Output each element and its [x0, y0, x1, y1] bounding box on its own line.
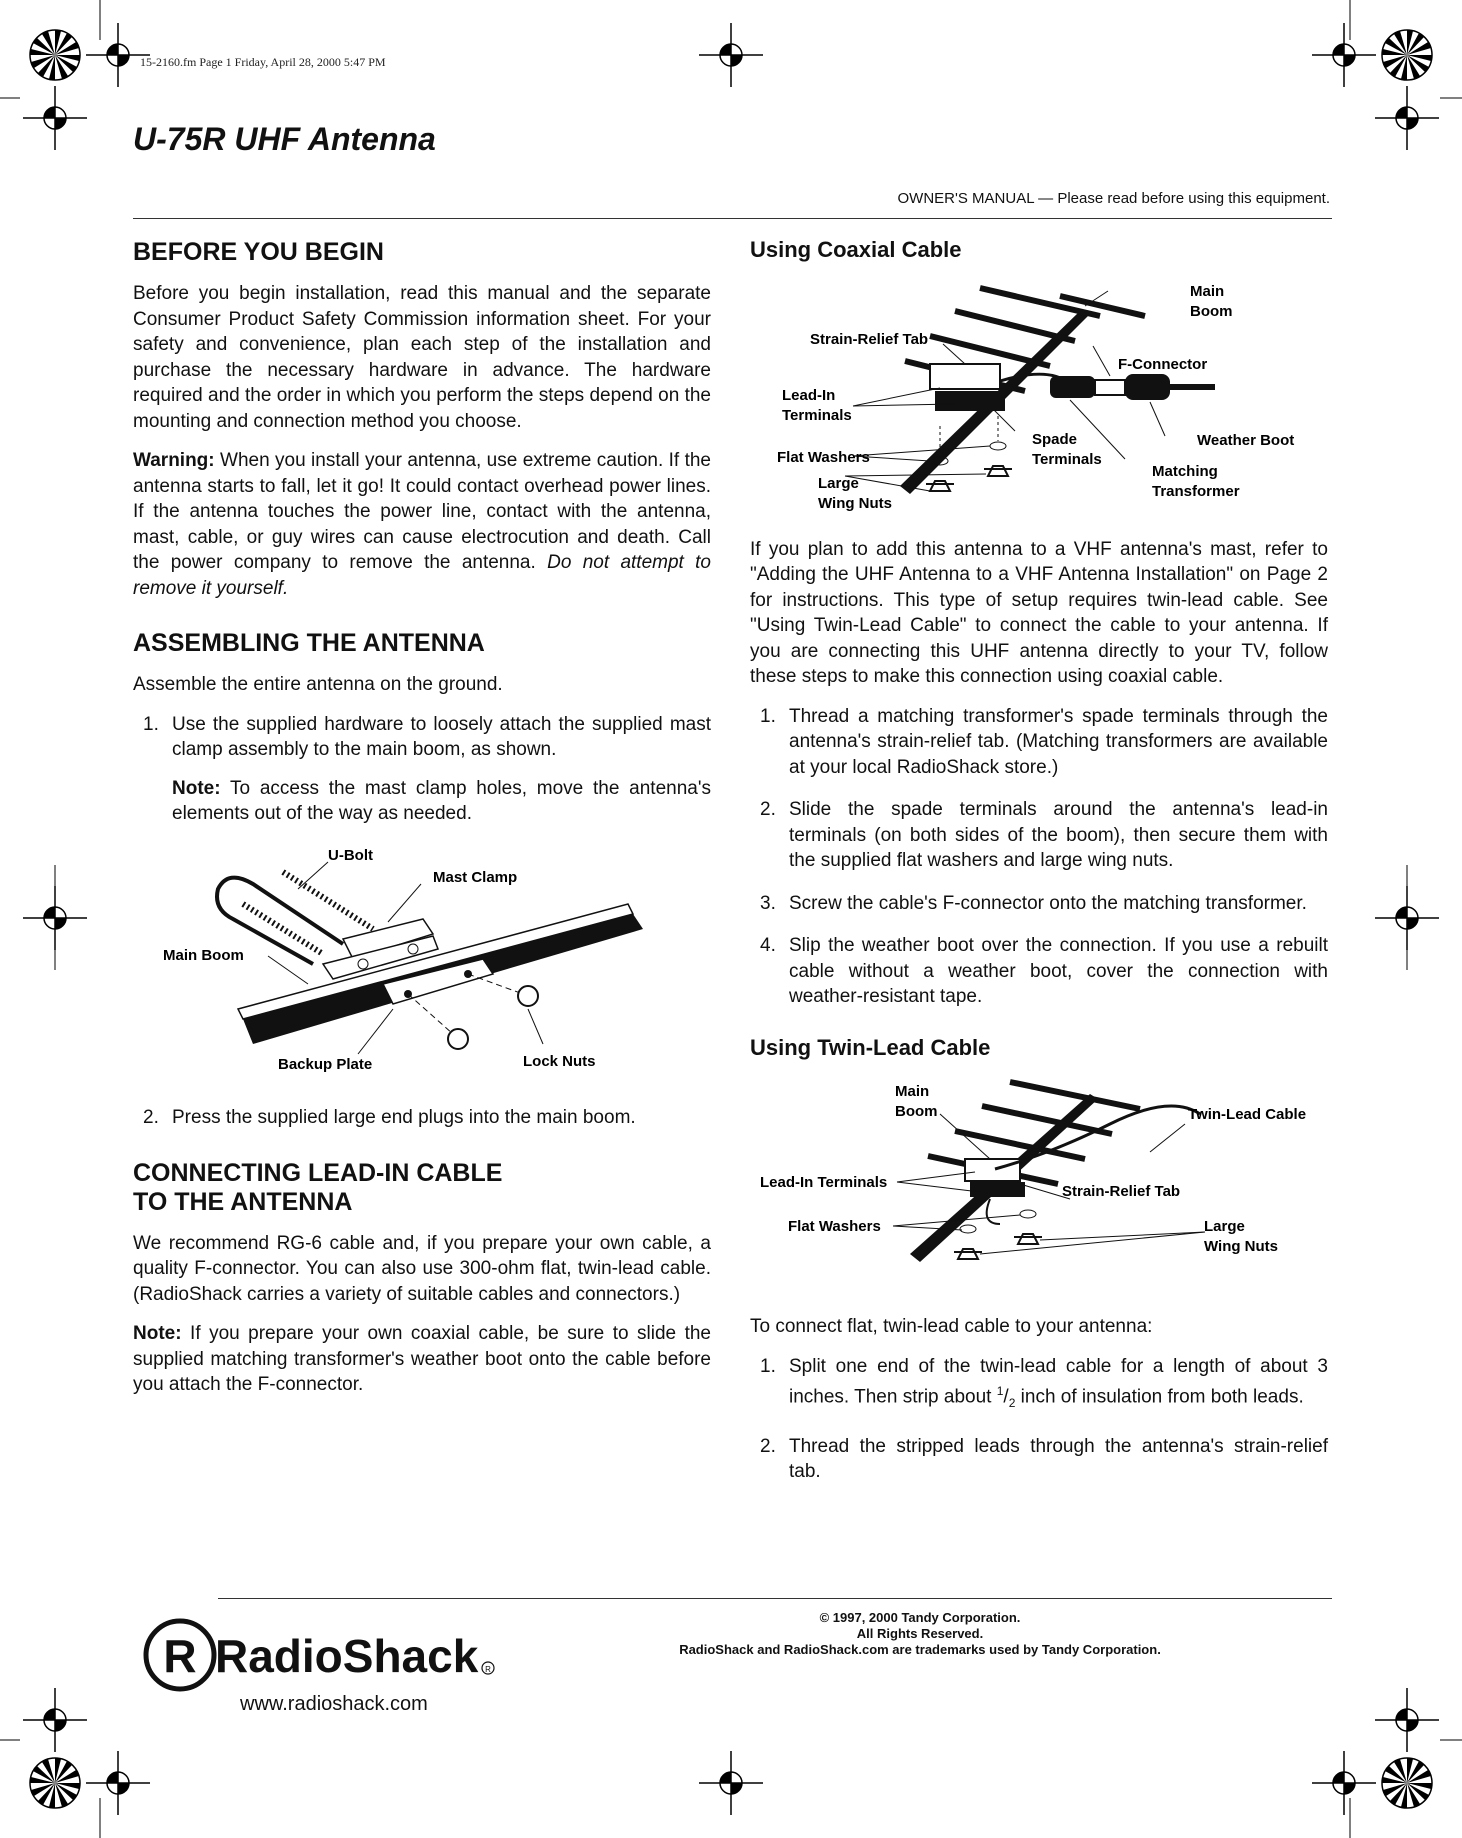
mast-clamp-diagram [133, 844, 711, 1084]
copyright: © 1997, 2000 Tandy Corporation. [819, 1610, 1021, 1625]
assembling-steps [133, 712, 711, 827]
label-matching: Matching [1152, 463, 1218, 480]
step-text: Use the supplied hardware to loosely attach the supplied mast clamp assembly to the main boom, as shown. [172, 713, 711, 760]
note-text: To access the mast clamp holes, move the antenna's elements out of the way as needed. [172, 777, 711, 824]
svg-text:R: R [163, 1630, 197, 1682]
coaxial-steps [750, 704, 1328, 1010]
label-flat-washers: Flat Washers [788, 1217, 881, 1235]
label-strain-relief: Strain-Relief Tab [810, 331, 929, 348]
step-text: Screw the cable's F-connector onto the matching transformer. [789, 892, 1307, 914]
footer-rule [218, 1598, 1332, 1599]
twinlead-steps [750, 1354, 1328, 1485]
label-main-boom-2: Boom [1190, 303, 1233, 320]
step-text: Press the supplied large end plugs into the main boom. [172, 1107, 636, 1128]
warning-label: Warning: [133, 450, 215, 471]
label-spade: Spade [1032, 431, 1078, 448]
step-number: 4. [760, 935, 776, 956]
warning-italic: Do not attempt to remove it yourself. [133, 552, 711, 599]
warning-paragraph [133, 448, 711, 601]
twinlead-heading: Using Twin-Lead Cable [750, 1034, 991, 1060]
coaxial-intro: If you plan to add this antenna to a VHF antenna's mast, refer to "Adding the UHF Antenna to a VHF Antenna Installation" on Page 2 for instructions. This type of setup requires twin-lead cable. See "Using Twin-Lead Cable" to connect the cable to your antenna. If you are connecting this UHF antenna directly to your TV, follow these steps to make this connection using coaxial cable. [750, 538, 1328, 687]
label-f-connector: F-Connector [1118, 356, 1208, 373]
note-label: Note: [172, 777, 221, 799]
step-number: 1. [143, 713, 159, 735]
label-flat-washers: Flat Washers [777, 449, 870, 466]
coaxial-diagram [750, 276, 1328, 521]
logo-wordmark: RadioShack [215, 1630, 479, 1682]
label-spade-2: Terminals [1032, 451, 1102, 468]
label-main-boom-2: Boom [895, 1102, 938, 1120]
label-main-boom: Main [895, 1082, 930, 1100]
step-text: Slip the weather boot over the connection. If you use a rebuilt cable without a weather boot, cover the connection with weather-resistant tape. [789, 935, 1328, 1007]
label-main-boom: Main Boom [163, 946, 244, 964]
assembly-note [172, 776, 711, 827]
label-ubolt: U-Bolt [328, 846, 373, 864]
mast-clamp-figure [133, 844, 711, 1092]
trademarks: RadioShack and RadioShack.com are trademarks used by Tandy Corporation. [679, 1642, 1161, 1657]
label-lead-in-terminals: Lead-In Terminals [760, 1173, 888, 1191]
assembling-steps-2 [133, 1105, 711, 1131]
label-weather-boot: Weather Boot [1197, 432, 1295, 449]
label-lead-in-2: Terminals [782, 407, 852, 424]
svg-text:R: R [485, 1665, 491, 1674]
warning-text: When you install your antenna, use extreme caution. If the antenna starts to fall, let it go! It could contact overhead power lines. If the antenna touches the power line, contact with the antenna, mast, cable, or guy wires can cause electrocution and death. Call the power company to remove the antenna. [133, 450, 711, 573]
note-text: If you prepare your own coaxial cable, be sure to slide the supplied matching transformer's weather boot onto the cable before you attach the F-connector. [133, 1323, 711, 1395]
label-lead-in: Lead-In [782, 387, 836, 404]
list-item [133, 1105, 711, 1131]
right-column [750, 236, 1328, 1502]
step-number: 2. [760, 799, 776, 820]
manual-subtitle: OWNER'S MANUAL — Please read before using this equipment. [897, 190, 1330, 207]
label-wing-nuts: Large [1204, 1217, 1245, 1235]
connecting-note [133, 1321, 711, 1398]
list-item [750, 704, 1328, 781]
file-info: 15-2160.fm Page 1 Friday, April 28, 2000 5:47 PM [140, 55, 386, 69]
list-item [133, 712, 711, 827]
connecting-heading [133, 1159, 711, 1217]
header-rule [133, 218, 1332, 219]
connecting-heading-line2: TO THE ANTENNA [133, 1187, 353, 1216]
before-you-begin-text: Before you begin installation, read this manual and the separate Consumer Product Safety Commission information sheet. For your safety and convenience, plan each step of the installation and purchase the necessary hardware in advance. The hardware required and the order in which you perform the steps depend on the mounting and connection method you choose. [133, 283, 711, 432]
fraction-numerator: 1 [996, 1384, 1004, 1398]
coaxial-heading: Using Coaxial Cable [750, 237, 962, 262]
label-twin-lead-cable: Twin-Lead Cable [1188, 1105, 1307, 1123]
list-item: 1. Split one end of the twin-lead cable for a length of about 3 inches. Then strip about $^1/_2$ inch of insulation from both leads. [760, 1355, 1328, 1411]
rights-reserved: All Rights Reserved. [856, 1626, 984, 1641]
list-item [750, 891, 1328, 917]
footer-legal [640, 1610, 1200, 1658]
step-number: 2. [143, 1107, 159, 1128]
label-mast-clamp: Mast Clamp [433, 868, 518, 886]
page-title: U-75R UHF Antenna [133, 121, 436, 157]
label-wing-nuts-2: Wing Nuts [1204, 1237, 1279, 1255]
list-item [750, 797, 1328, 874]
label-backup-plate: Backup Plate [278, 1055, 373, 1073]
before-you-begin-heading: BEFORE YOU BEGIN [133, 238, 384, 266]
twinlead-intro: To connect flat, twin-lead cable to your antenna: [750, 1316, 1153, 1337]
step-number: 1. [760, 705, 776, 727]
connecting-heading-line1: CONNECTING LEAD-IN CABLE [133, 1158, 503, 1187]
label-matching-2: Transformer [1152, 483, 1240, 500]
radioshack-logo [135, 1610, 505, 1720]
list-item [750, 933, 1328, 1010]
label-strain-relief: Strain-Relief Tab [1062, 1182, 1181, 1200]
twinlead-diagram [750, 1074, 1328, 1289]
assembling-heading: ASSEMBLING THE ANTENNA [133, 629, 485, 657]
step-text: Slide the spade terminals around the antenna's lead-in terminals (on both sides of the boom), then secure them with the supplied flat washers and large wing nuts. [789, 799, 1328, 871]
left-column [133, 238, 711, 1412]
step-text-b: inch of insulation from both leads. [1015, 1386, 1304, 1408]
step-text-a: Split one end of the twin-lead cable for a length of about 3 inches. Then strip about [789, 1355, 1328, 1408]
coaxial-figure [750, 276, 1328, 529]
step-number: 3. [760, 892, 776, 914]
connecting-text: We recommend RG-6 cable and, if you prepare your own cable, a quality F-connector. You can also use 300-ohm flat, twin-lead cable. (RadioShack carries a variety of suitable cables and connectors.) [133, 1232, 711, 1305]
step-number: 1. [760, 1355, 776, 1377]
label-wing-nuts: Large [818, 475, 859, 492]
label-wing-nuts-2: Wing Nuts [818, 495, 893, 512]
logo-url: www.radioshack.com [240, 1693, 428, 1715]
label-lock-nuts: Lock Nuts [523, 1052, 596, 1070]
assembling-intro: Assemble the entire antenna on the ground. [133, 674, 503, 695]
twinlead-figure [750, 1074, 1328, 1297]
label-main-boom: Main [1190, 283, 1225, 300]
note-label: Note: [133, 1323, 182, 1344]
step-text: Thread a matching transformer's spade terminals through the antenna's strain-relief tab. (Matching transformers are available at your local RadioShack store.) [789, 705, 1328, 778]
list-item [750, 1434, 1328, 1485]
step-number: 2. [760, 1435, 776, 1457]
fraction-denominator: 2 [1008, 1396, 1016, 1411]
step-text: Thread the stripped leads through the antenna's strain-relief tab. [789, 1435, 1328, 1483]
